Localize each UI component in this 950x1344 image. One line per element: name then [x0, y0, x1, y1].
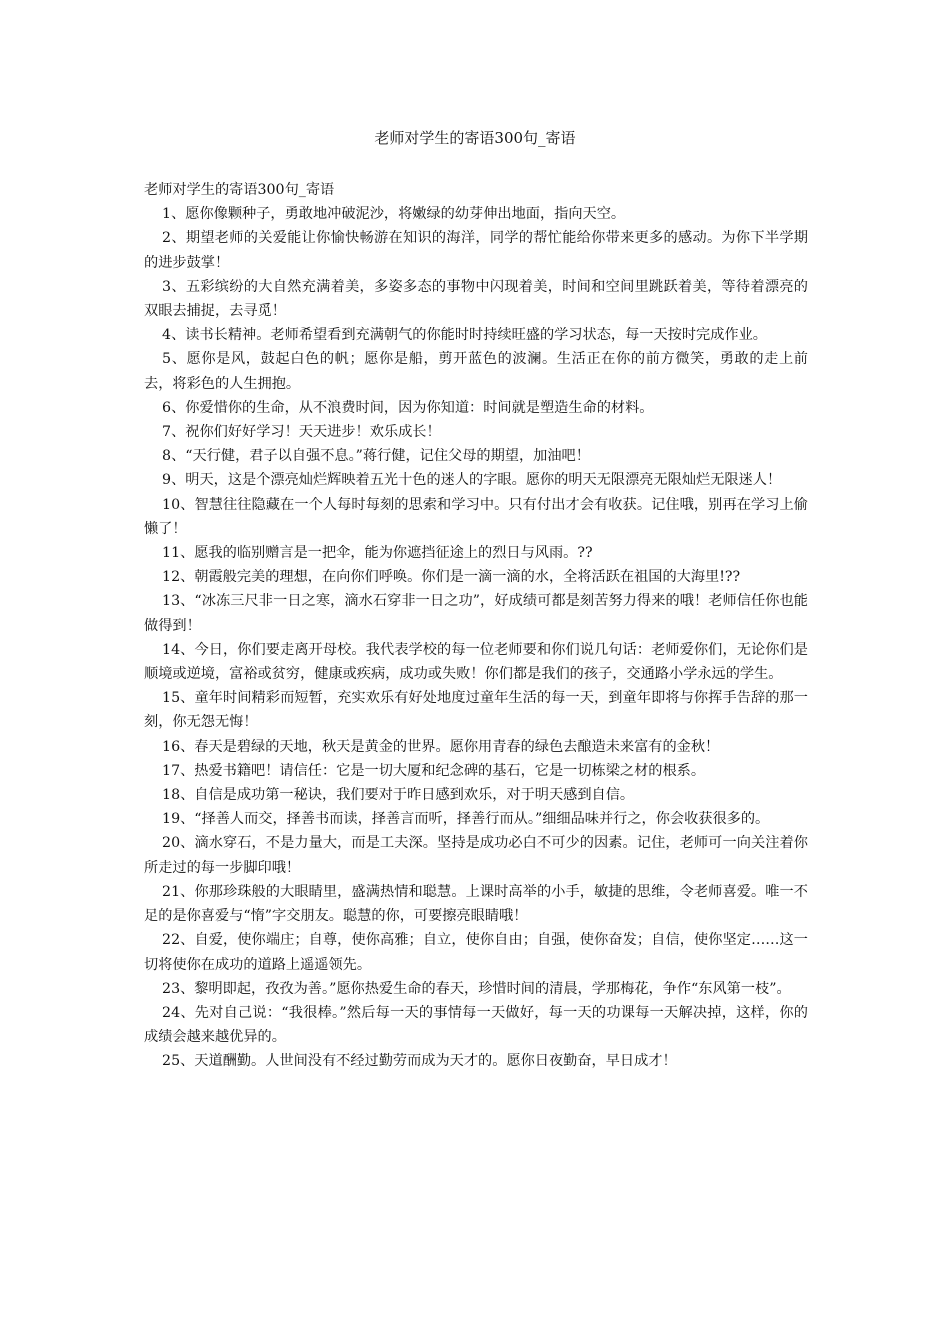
- message-item-12: 12、朝霞般完美的理想，在向你们呼唤。你们是一滴一滴的水，全将活跃在祖国的大海里!??: [162, 569, 741, 586]
- message-item-10: 10、智慧往往隐藏在一个人每时每刻的思索和学习中。只有付出才会有收获。记住哦，别再在学习上偷懒了！: [144, 496, 808, 537]
- message-item-16: 16、春天是碧绿的天地，秋天是黄金的世界。愿你用青春的绿色去酿造未来富有的金秋！: [162, 738, 720, 755]
- message-item-25: 25、天道酬勤。人世间没有不经过勤劳而成为天才的。愿你日夜勤奋，早日成才！: [162, 1053, 677, 1070]
- message-item-1: 1、愿你像颗种子，勇敢地冲破泥沙，将嫩绿的幼芽伸出地面，指向天空。: [162, 206, 626, 223]
- message-item-5: 5、愿你是风，鼓起白色的帆；愿你是船，剪开蓝色的波澜。生活正在你的前方微笑，勇敢的走上前去，将彩色的人生拥抱。: [144, 351, 808, 392]
- message-item-23: 23、黎明即起，孜孜为善。”愿你热爱生命的春天，珍惜时间的清晨，学那梅花，争作“东风第一枝”。: [162, 980, 791, 997]
- message-item-15: 15、童年时间精彩而短暂，充实欢乐有好处地度过童年生活的每一天，到童年即将与你挥手告辞的那一刻，你无怨无悔！: [144, 690, 808, 731]
- message-item-2: 2、期望老师的关爱能让你愉快畅游在知识的海洋，同学的帮忙能给你带来更多的感动。为你下半学期的进步鼓掌！: [144, 230, 808, 271]
- document-title: 老师对学生的寄语300句_寄语: [374, 129, 576, 147]
- message-item-3: 3、五彩缤纷的大自然充满着美，多姿多态的事物中闪现着美，时间和空间里跳跃着美，等待着漂亮的双眼去捕捉，去寻觅！: [144, 278, 808, 320]
- document-body: [144, 178, 808, 1074]
- message-item-8: 8、“天行健，君子以自强不息。”蒋行健，记住父母的期望，加油吧！: [162, 448, 590, 465]
- message-item-4: 4、读书长精神。老师希望看到充满朝气的你能时时持续旺盛的学习状态，每一天按时完成作业。: [162, 327, 767, 344]
- message-item-24: 24、先对自己说：“我很棒。”然后每一天的事情每一天做好，每一天的功课每一天解决掉，这样，你的成绩会越来越优异的。: [144, 1004, 808, 1046]
- message-item-19: 19、“择善人而交，择善书而读，择善言而听，择善行而从。”细细品味并行之，你会收获很多的。: [162, 811, 770, 828]
- message-item-13: 13、“冰冻三尺非一日之寒，滴水石穿非一日之功”，好成绩可都是刻苦努力得来的哦！老师信任你也能做得到！: [144, 593, 808, 634]
- message-item-9: 9、明天，这是个漂亮灿烂辉映着五光十色的迷人的字眼。愿你的明天无限漂亮无限灿烂无限迷人！: [162, 472, 782, 489]
- message-item-11: 11、愿我的临别赠言是一把伞，能为你遮挡征途上的烈日与风雨。??: [162, 545, 593, 562]
- message-item-14: 14、今日，你们要走离开母校。我代表学校的每一位老师要和你们说几句话：老师爱你们，无论你们是顺境或逆境，富裕或贫穷，健康或疾病，成功或失败！你们都是我们的孩子，交通路小学永远的学生。: [144, 641, 808, 683]
- document-subtitle: 老师对学生的寄语300句_寄语: [144, 182, 335, 198]
- message-item-21: 21、你那珍珠般的大眼睛里，盛满热情和聪慧。上课时高举的小手，敏捷的思维，令老师喜爱。唯一不足的是你喜爱与“惰”字交朋友。聪慧的你，可要擦亮眼睛哦！: [144, 883, 808, 925]
- message-item-17: 17、热爱书籍吧！请信任：它是一切大厦和纪念碑的基石，它是一切栋梁之材的根系。: [162, 762, 706, 779]
- message-item-18: 18、自信是成功第一秘诀，我们要对于昨日感到欢乐，对于明天感到自信。: [162, 787, 635, 804]
- message-item-7: 7、祝你们好好学习！天天进步！欢乐成长！: [162, 424, 441, 441]
- message-item-20: 20、滴水穿石，不是力量大，而是工夫深。坚持是成功必白不可少的因素。记住，老师可一向关注着你所走过的每一步脚印哦！: [144, 835, 808, 876]
- message-item-6: 6、你爱惜你的生命，从不浪费时间，因为你知道：时间就是塑造生命的材料。: [162, 399, 654, 416]
- message-item-22: 22、自爱，使你端庄；自尊，使你高雅；自立，使你自由；自强，使你奋发；自信，使你坚定……这一切将使你在成功的道路上遥遥领先。: [144, 932, 808, 973]
